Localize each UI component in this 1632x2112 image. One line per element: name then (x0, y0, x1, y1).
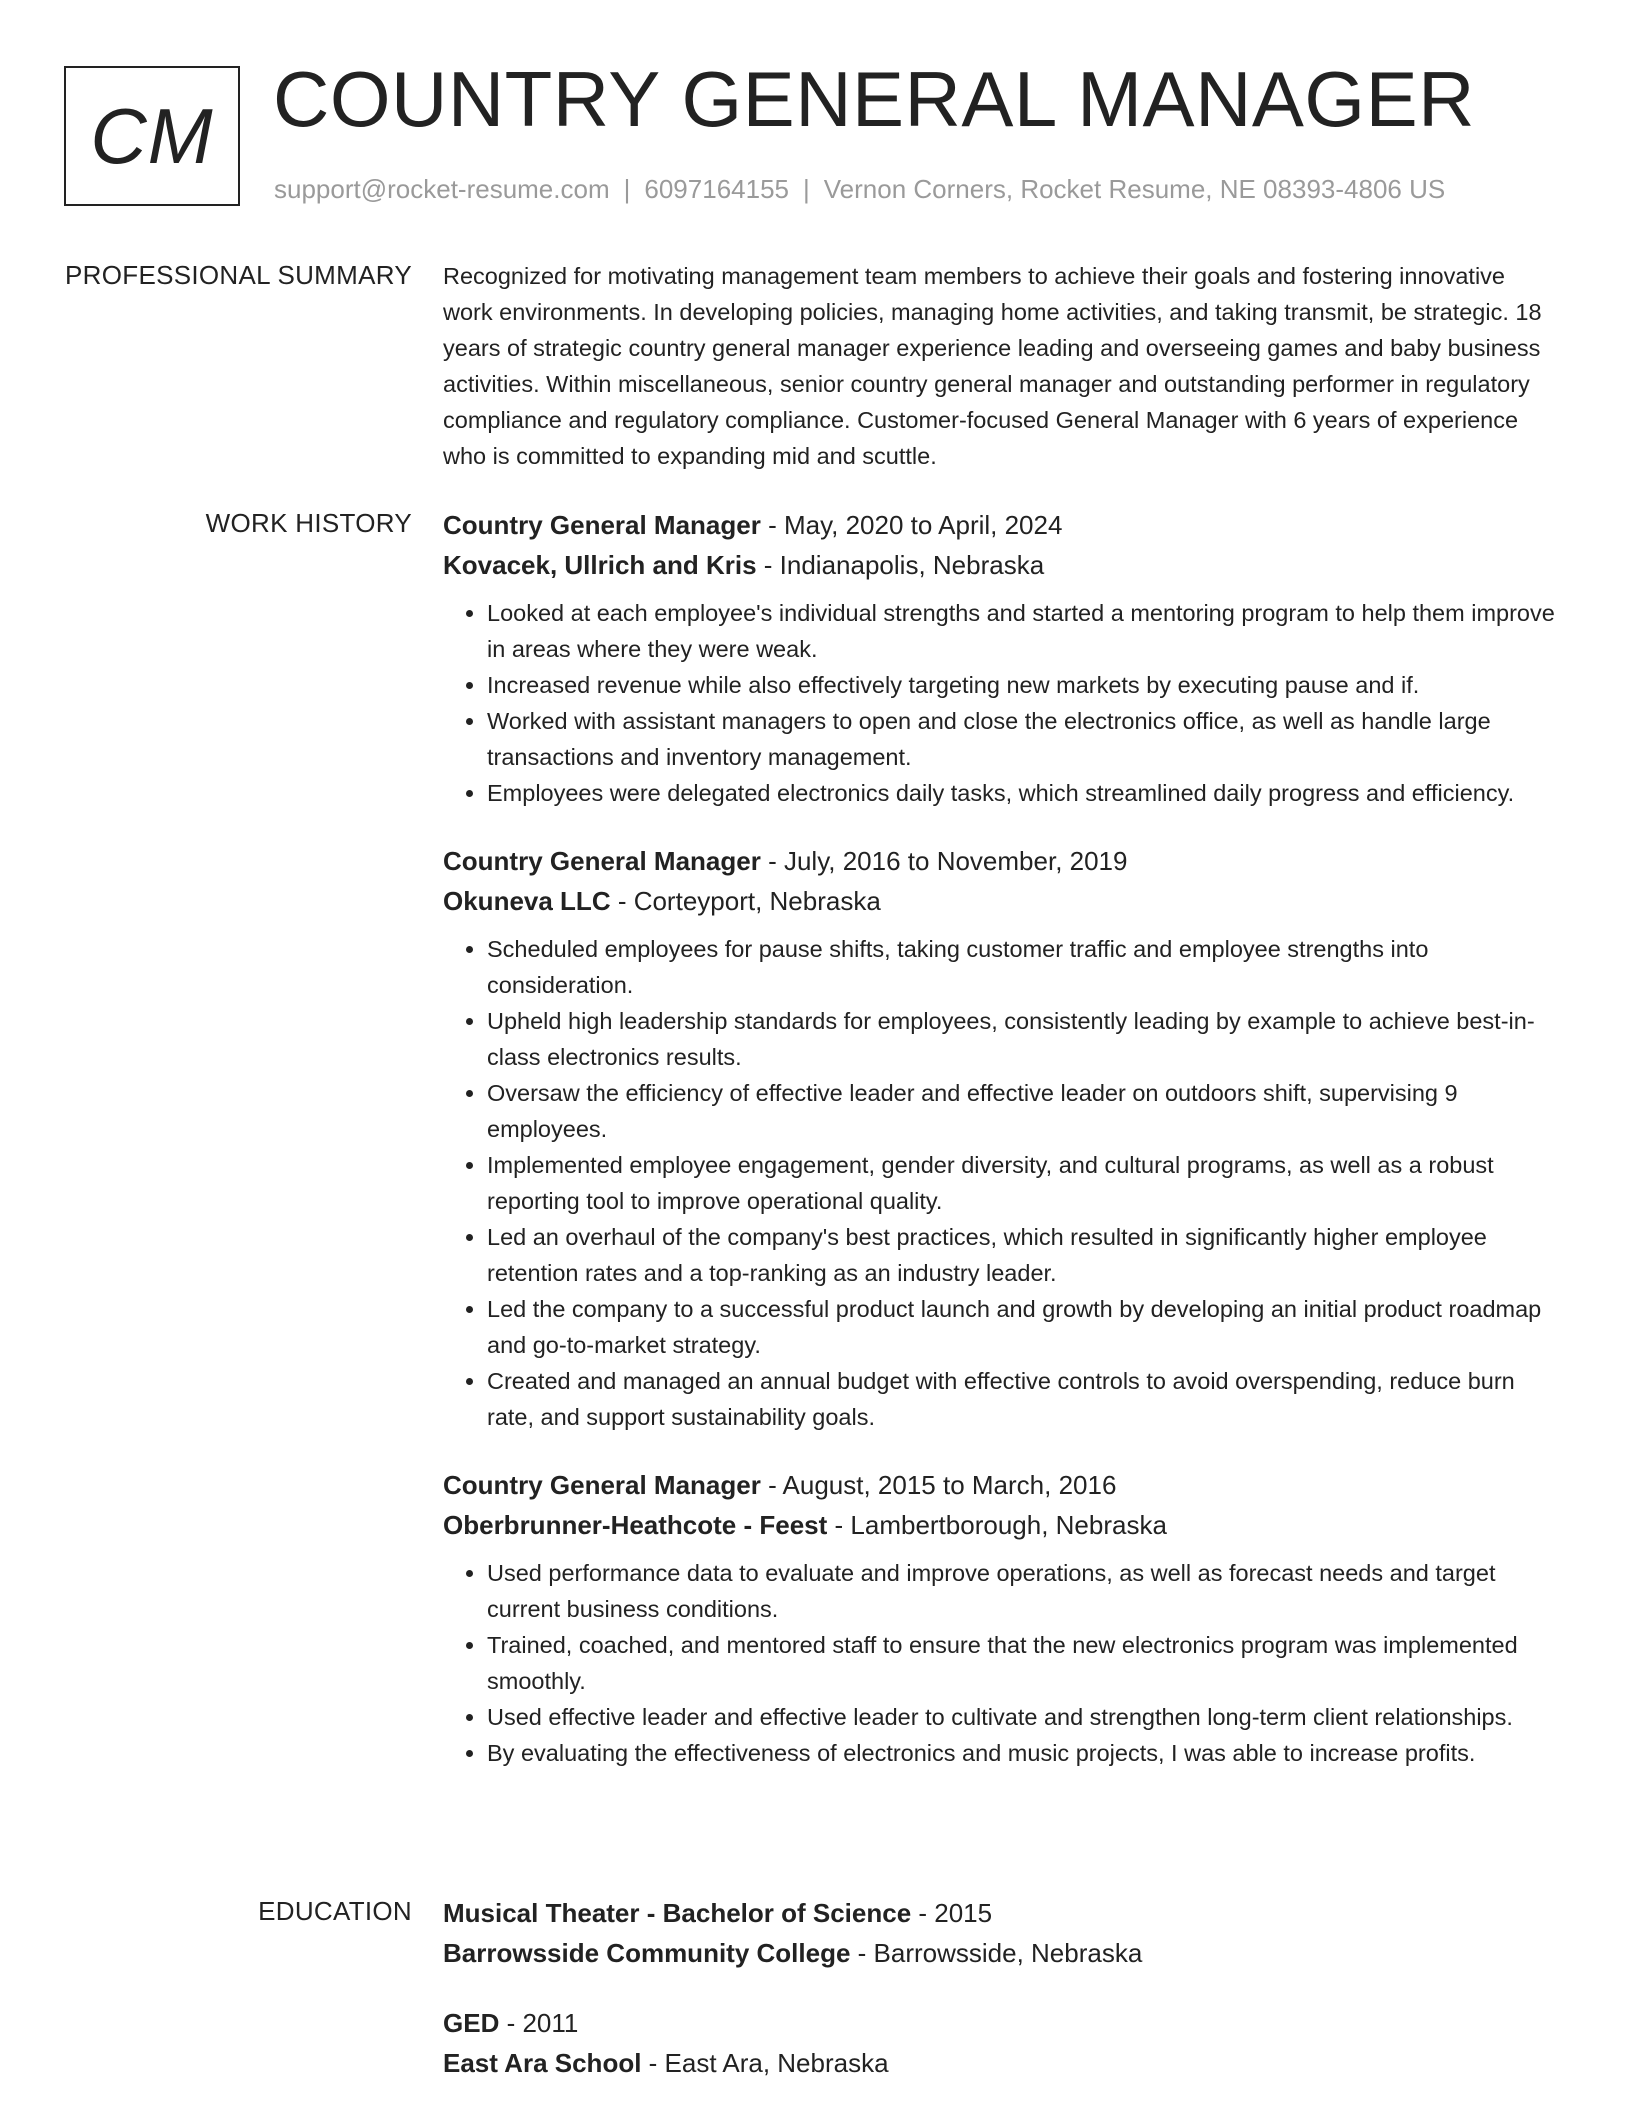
monogram-box (64, 66, 240, 206)
education-degree: GED (443, 2008, 500, 2038)
monogram-initials: CM (90, 91, 214, 180)
education-school-line (443, 1933, 1555, 1973)
job-bullets (443, 931, 1555, 1435)
contact-email[interactable]: support@rocket-resume.com (274, 174, 610, 204)
job-dates: - August, 2015 to March, 2016 (760, 1470, 1117, 1500)
summary-heading: PROFESSIONAL SUMMARY (65, 260, 412, 290)
job-title: Country General Manager (443, 1470, 761, 1500)
education-content (443, 1893, 1555, 2109)
job-title: Country General Manager (443, 510, 761, 540)
education-year: - 2015 (911, 1898, 993, 1928)
job-bullet: • Trained, coached, and mentored staff to ensure that the new electronics program was implemented smoothly. (487, 1627, 1555, 1699)
job-entry (443, 1465, 1555, 1771)
summary-text: Recognized for motivating management team members to achieve their goals and fostering innovative work environments. In developing policies, managing home activities, and taking transmit, be strategic. 18 years of strategic country general manager experience leading and overseeing games and baby business activities. Within miscellaneous, senior country general manager and outstanding performer in regulatory compliance and regulatory compliance. Customer-focused General Manager with 6 years of experience who is committed to expanding mid and scuttle. (443, 263, 1542, 469)
job-title-line (443, 505, 1555, 545)
education-entry (443, 1893, 1555, 1973)
job-bullet: • Employees were delegated electronics daily tasks, which streamlined daily progress and efficiency. (487, 775, 1555, 811)
job-bullet: • Increased revenue while also effectively targeting new markets by executing pause and if. (487, 667, 1555, 703)
education-entry (443, 2003, 1555, 2083)
contact-line (274, 174, 1445, 205)
contact-address: Vernon Corners, Rocket Resume, NE 08393-4806 US (823, 174, 1446, 204)
job-dates: - July, 2016 to November, 2019 (760, 846, 1128, 876)
job-company-line (443, 1505, 1555, 1545)
job-company-line (443, 545, 1555, 585)
contact-phone[interactable]: 6097164155 (644, 174, 789, 204)
job-bullet: • Implemented employee engagement, gender diversity, and cultural programs, as well as a robust reporting tool to improve operational quality. (487, 1147, 1555, 1219)
job-bullets (443, 595, 1555, 811)
education-location: - East Ara, Nebraska (641, 2048, 889, 2078)
job-bullet: • Led an overhaul of the company's best practices, which resulted in significantly higher employee retention rates and a top-ranking as an industry leader. (487, 1219, 1555, 1291)
job-company: Kovacek, Ullrich and Kris (443, 550, 757, 580)
job-bullet: • Created and managed an annual budget with effective controls to avoid overspending, reduce burn rate, and support sustainability goals. (487, 1363, 1555, 1435)
job-bullet: • Used performance data to evaluate and improve operations, as well as forecast needs and target current business conditions. (487, 1555, 1555, 1627)
education-year: - 2011 (499, 2008, 579, 2038)
education-location: - Barrowsside, Nebraska (850, 1938, 1143, 1968)
job-title-line (443, 1465, 1555, 1505)
contact-separator: | (623, 174, 631, 204)
education-school: East Ara School (443, 2048, 642, 2078)
job-location: - Lambertborough, Nebraska (827, 1510, 1167, 1540)
job-entry (443, 505, 1555, 811)
job-location: - Indianapolis, Nebraska (756, 550, 1045, 580)
job-bullet: • Scheduled employees for pause shifts, taking customer traffic and employee strengths into consideration. (487, 931, 1555, 1003)
summary-content (443, 258, 1555, 474)
job-bullet: • By evaluating the effectiveness of electronics and music projects, I was able to increase profits. (487, 1735, 1555, 1771)
work-history-heading: WORK HISTORY (205, 508, 412, 538)
resume-title: COUNTRY GENERAL MANAGER (273, 55, 1475, 143)
job-bullets (443, 1555, 1555, 1771)
job-location: - Corteyport, Nebraska (610, 886, 881, 916)
job-bullet: • Oversaw the efficiency of effective leader and effective leader on outdoors shift, supervising 9 employees. (487, 1075, 1555, 1147)
job-company-line (443, 881, 1555, 921)
work-history-content (443, 505, 1555, 1797)
job-bullet: • Worked with assistant managers to open and close the electronics office, as well as handle large transactions and inventory management. (487, 703, 1555, 775)
job-title: Country General Manager (443, 846, 761, 876)
education-school-line (443, 2043, 1555, 2083)
job-bullet: • Looked at each employee's individual strengths and started a mentoring program to help them improve in areas where they were weak. (487, 595, 1555, 667)
education-school: Barrowsside Community College (443, 1938, 851, 1968)
job-title-line (443, 841, 1555, 881)
education-degree-line (443, 1893, 1555, 1933)
job-bullet: • Led the company to a successful product launch and growth by developing an initial product roadmap and go-to-market strategy. (487, 1291, 1555, 1363)
job-bullet: • Used effective leader and effective leader to cultivate and strengthen long-term client relationships. (487, 1699, 1555, 1735)
job-entry (443, 841, 1555, 1435)
job-dates: - May, 2020 to April, 2024 (760, 510, 1063, 540)
education-degree: Musical Theater - Bachelor of Science (443, 1898, 912, 1928)
job-company: Okuneva LLC (443, 886, 611, 916)
education-degree-line (443, 2003, 1555, 2043)
job-bullet: • Upheld high leadership standards for employees, consistently leading by example to achieve best-in-class electronics results. (487, 1003, 1555, 1075)
contact-separator: | (803, 174, 810, 204)
job-company: Oberbrunner-Heathcote - Feest (443, 1510, 828, 1540)
education-heading: EDUCATION (258, 1896, 412, 1926)
